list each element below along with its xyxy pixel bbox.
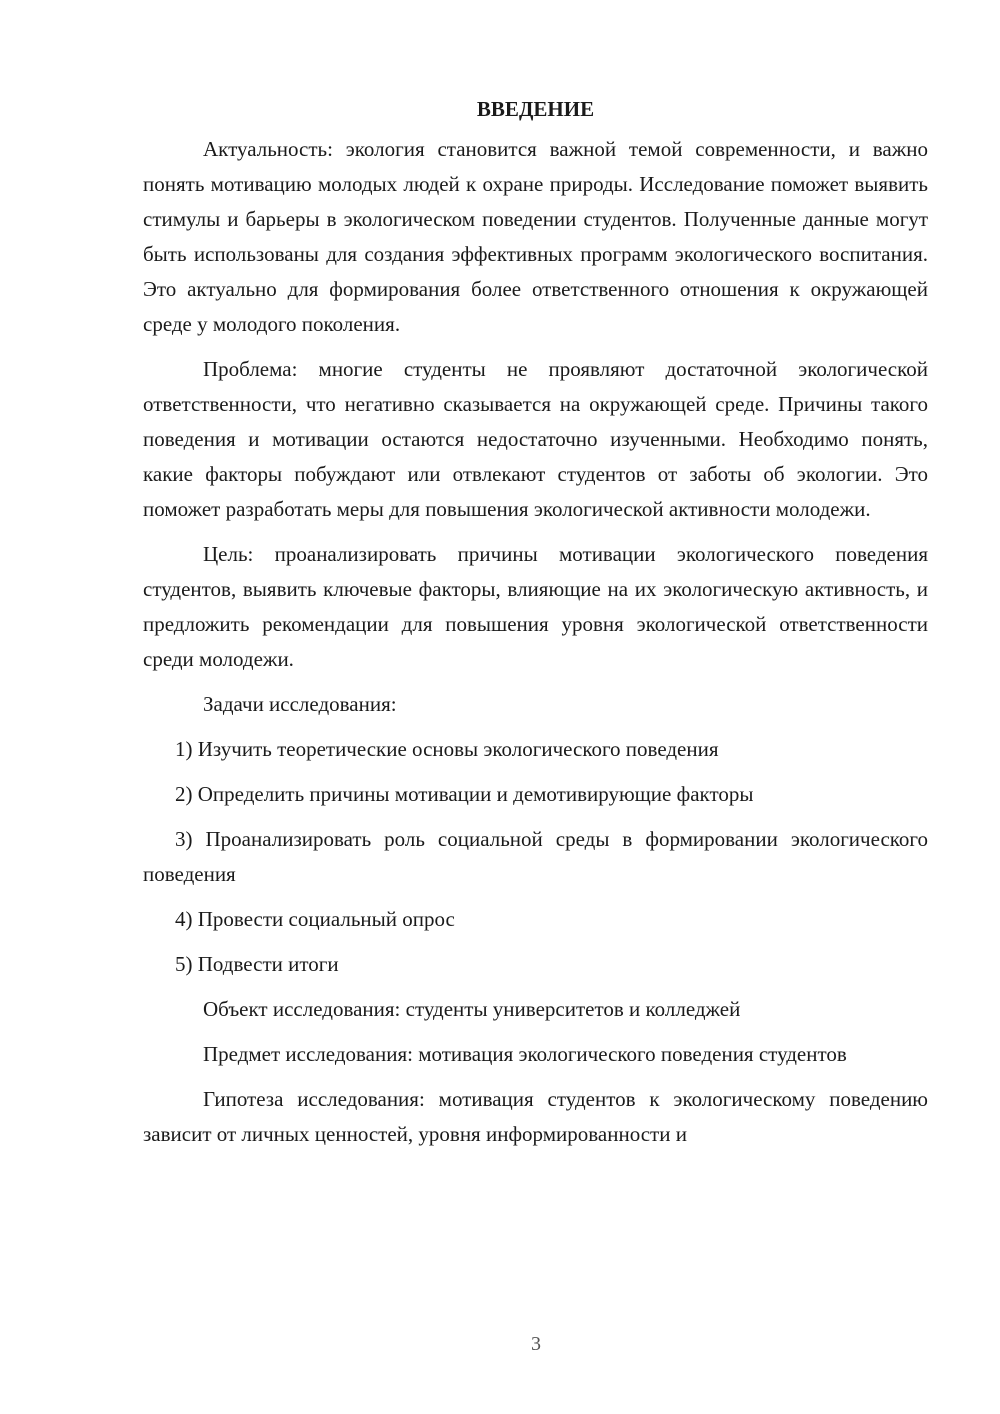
document-page — [143, 92, 928, 1162]
task-item-3: 3) Проанализировать роль социальной среды в формировании экологического поведения — [143, 827, 928, 886]
paragraph-goal: Цель: проанализировать причины мотивации экологического поведения студентов, выявить ключевые факторы, влияющие на их экологическую активность, и предложить рекомендации для повышения уровня экологической ответственности среди молодежи. — [143, 542, 928, 671]
paragraph-hypothesis: Гипотеза исследования: мотивация студентов к экологическому поведению зависит от личных ценностей, уровня информированности и — [143, 1087, 928, 1146]
paragraph-object: Объект исследования: студенты университетов и колледжей — [203, 997, 741, 1021]
task-item-1: 1) Изучить теоретические основы экологического поведения — [175, 737, 719, 761]
task-item-5: 5) Подвести итоги — [175, 952, 339, 976]
paragraph-problem: Проблема: многие студенты не проявляют достаточной экологической ответственности, что негативно сказывается на окружающей среде. Причины такого поведения и мотивации остаются недостаточно изученными. Необходимо понять, какие факторы побуждают или отвлекают студентов от заботы об экологии. Это поможет разработать меры для повышения экологической активности молодежи. — [143, 357, 928, 521]
tasks-heading: Задачи исследования: — [203, 692, 397, 716]
task-item-4: 4) Провести социальный опрос — [175, 907, 455, 931]
paragraph-relevance: Актуальность: экология становится важной темой современности, и важно понять мотивацию молодых людей к охране природы. Исследование поможет выявить стимулы и барьеры в экологическом поведении студентов. Полученные данные могут быть использованы для создания эффективных программ экологического воспитания. Это актуально для формирования более ответственного отношения к окружающей среде у молодого поколения. — [143, 137, 928, 336]
page-number: 3 — [531, 1333, 541, 1355]
task-item-2: 2) Определить причины мотивации и демотивирующие факторы — [175, 782, 754, 806]
section-title: ВВЕДЕНИЕ — [476, 97, 595, 121]
paragraph-subject: Предмет исследования: мотивация экологического поведения студентов — [203, 1042, 847, 1066]
